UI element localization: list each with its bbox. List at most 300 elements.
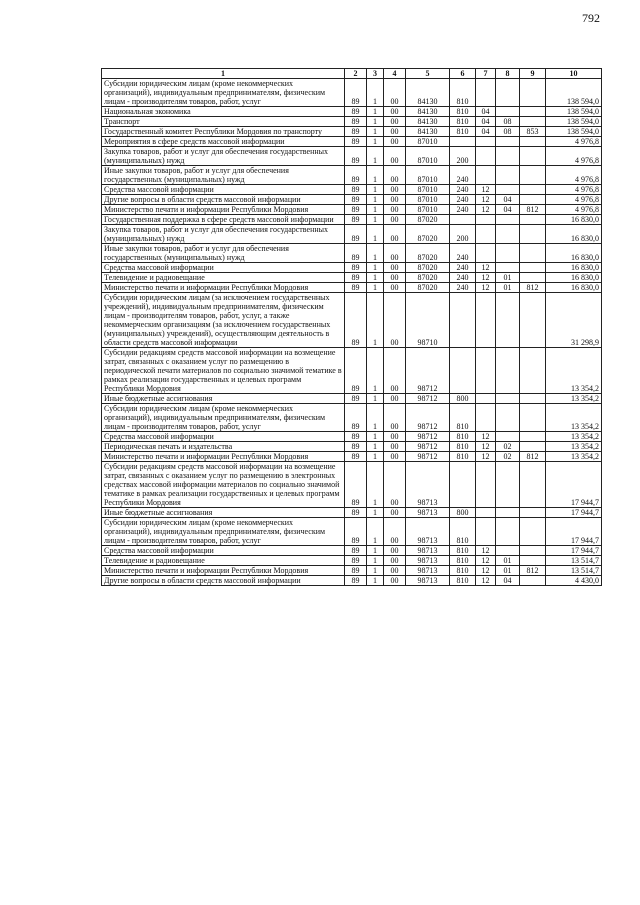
table-row [102, 127, 602, 137]
row-value-cell: 812 [520, 566, 546, 576]
row-value-cell [520, 348, 546, 394]
row-value-cell: 1 [367, 147, 384, 166]
table-row [102, 185, 602, 195]
table-row [102, 166, 602, 185]
row-value-cell: 89 [345, 244, 367, 263]
column-header: 3 [367, 69, 384, 79]
row-value-cell: 98712 [406, 348, 450, 394]
row-name-cell: Субсидии редакциям средств массовой информации на возмещение затрат, связанных с оказанием услуг по размещению в периодической печати материалов по социально значимой тематике в рамках реализации государственных и целевых программ Республики Мордовия [102, 348, 345, 394]
row-value-cell: 00 [384, 185, 406, 195]
row-value-cell [520, 432, 546, 442]
row-value-cell: 89 [345, 452, 367, 462]
row-value-cell: 89 [345, 273, 367, 283]
row-value-cell: 138 594,0 [546, 79, 602, 107]
table-row [102, 432, 602, 442]
row-value-cell: 89 [345, 283, 367, 293]
row-value-cell [520, 556, 546, 566]
row-value-cell [520, 518, 546, 546]
row-value-cell [476, 147, 496, 166]
row-value-cell: 1 [367, 556, 384, 566]
row-value-cell [496, 546, 520, 556]
row-value-cell: 12 [476, 263, 496, 273]
row-value-cell: 810 [450, 117, 476, 127]
row-value-cell: 31 298,9 [546, 293, 602, 348]
row-value-cell: 87010 [406, 195, 450, 205]
row-value-cell: 87010 [406, 137, 450, 147]
row-value-cell: 00 [384, 127, 406, 137]
row-name-cell: Телевидение и радиовещание [102, 556, 345, 566]
row-value-cell: 800 [450, 394, 476, 404]
column-header: 6 [450, 69, 476, 79]
row-value-cell: 12 [476, 556, 496, 566]
row-value-cell [496, 137, 520, 147]
table-header [102, 69, 602, 79]
row-value-cell [520, 117, 546, 127]
row-value-cell: 87010 [406, 205, 450, 215]
row-value-cell [496, 185, 520, 195]
row-name-cell: Иные бюджетные ассигнования [102, 508, 345, 518]
row-value-cell: 89 [345, 137, 367, 147]
row-value-cell: 04 [496, 195, 520, 205]
row-value-cell: 89 [345, 404, 367, 432]
row-value-cell: 810 [450, 452, 476, 462]
row-value-cell: 01 [496, 566, 520, 576]
row-value-cell: 810 [450, 566, 476, 576]
row-value-cell [520, 166, 546, 185]
row-value-cell: 89 [345, 556, 367, 566]
row-value-cell: 12 [476, 546, 496, 556]
row-value-cell: 1 [367, 546, 384, 556]
row-value-cell: 87020 [406, 215, 450, 225]
row-name-cell: Субсидии юридическим лицам (за исключением государственных учреждений), индивидуальным предпринимателям, физическим лицам - производителям товаров, работ, услуг, а также некоммерческим организациям (за исключением государственных (муниципальных) учреждений), осуществляющим деятельность в области средств массовой информации [102, 293, 345, 348]
row-name-cell: Средства массовой информации [102, 546, 345, 556]
row-value-cell: 98713 [406, 518, 450, 546]
row-value-cell [496, 394, 520, 404]
row-value-cell: 13 354,2 [546, 432, 602, 442]
row-value-cell [476, 348, 496, 394]
row-value-cell: 200 [450, 225, 476, 244]
row-value-cell: 89 [345, 263, 367, 273]
row-value-cell: 1 [367, 166, 384, 185]
row-name-cell: Средства массовой информации [102, 263, 345, 273]
row-value-cell: 1 [367, 452, 384, 462]
row-value-cell: 1 [367, 79, 384, 107]
row-value-cell: 00 [384, 348, 406, 394]
row-value-cell: 810 [450, 107, 476, 117]
row-value-cell: 04 [476, 117, 496, 127]
row-value-cell: 240 [450, 244, 476, 263]
row-name-cell: Мероприятия в сфере средств массовой информации [102, 137, 345, 147]
row-value-cell: 810 [450, 442, 476, 452]
row-value-cell: 12 [476, 442, 496, 452]
row-value-cell: 00 [384, 404, 406, 432]
table-row [102, 508, 602, 518]
row-value-cell: 853 [520, 127, 546, 137]
row-value-cell: 87020 [406, 263, 450, 273]
row-value-cell [450, 348, 476, 394]
row-value-cell: 1 [367, 195, 384, 205]
row-value-cell: 138 594,0 [546, 117, 602, 127]
row-value-cell: 01 [496, 273, 520, 283]
table-row [102, 283, 602, 293]
row-value-cell: 04 [496, 576, 520, 586]
row-value-cell: 00 [384, 166, 406, 185]
row-value-cell: 16 830,0 [546, 244, 602, 263]
row-value-cell: 98713 [406, 508, 450, 518]
row-value-cell: 98712 [406, 452, 450, 462]
row-value-cell: 04 [476, 107, 496, 117]
row-value-cell: 00 [384, 107, 406, 117]
table-row [102, 394, 602, 404]
row-value-cell: 13 354,2 [546, 404, 602, 432]
row-name-cell: Национальная экономика [102, 107, 345, 117]
row-value-cell: 00 [384, 576, 406, 586]
table-row [102, 263, 602, 273]
row-value-cell: 1 [367, 127, 384, 137]
row-value-cell: 00 [384, 79, 406, 107]
row-value-cell [496, 225, 520, 244]
row-value-cell: 84130 [406, 127, 450, 137]
row-value-cell [496, 293, 520, 348]
row-value-cell: 800 [450, 508, 476, 518]
row-value-cell [496, 244, 520, 263]
row-value-cell: 98713 [406, 556, 450, 566]
row-value-cell: 12 [476, 273, 496, 283]
row-value-cell: 12 [476, 185, 496, 195]
row-value-cell: 04 [476, 127, 496, 137]
row-value-cell: 89 [345, 566, 367, 576]
row-name-cell: Закупка товаров, работ и услуг для обеспечения государственных (муниципальных) нужд [102, 147, 345, 166]
table-row [102, 225, 602, 244]
row-value-cell: 1 [367, 283, 384, 293]
row-name-cell: Периодическая печать и издательства [102, 442, 345, 452]
row-value-cell: 98713 [406, 566, 450, 576]
column-header: 2 [345, 69, 367, 79]
row-value-cell: 02 [496, 452, 520, 462]
row-value-cell: 1 [367, 117, 384, 127]
table-row [102, 107, 602, 117]
row-value-cell: 89 [345, 215, 367, 225]
row-value-cell: 1 [367, 442, 384, 452]
row-value-cell [520, 107, 546, 117]
row-value-cell: 00 [384, 225, 406, 244]
row-value-cell: 98713 [406, 546, 450, 556]
row-name-cell: Субсидии редакциям средств массовой информации на возмещение затрат, связанных с оказанием услуг по размещению в электронных средствах массовой информации материалов по социально значимой тематике в рамках реализации государственных и целевых программ Республики Мордовия [102, 462, 345, 508]
row-value-cell: 1 [367, 518, 384, 546]
row-value-cell: 89 [345, 147, 367, 166]
row-value-cell: 13 514,7 [546, 566, 602, 576]
row-value-cell: 98713 [406, 576, 450, 586]
row-value-cell [496, 518, 520, 546]
row-value-cell: 810 [450, 556, 476, 566]
row-value-cell [520, 394, 546, 404]
row-value-cell: 89 [345, 394, 367, 404]
row-value-cell: 1 [367, 348, 384, 394]
row-value-cell [520, 79, 546, 107]
column-header: 9 [520, 69, 546, 79]
row-value-cell: 200 [450, 147, 476, 166]
row-value-cell: 138 594,0 [546, 127, 602, 137]
row-value-cell [476, 404, 496, 432]
row-value-cell: 17 944,7 [546, 518, 602, 546]
row-value-cell: 810 [450, 518, 476, 546]
row-value-cell: 1 [367, 508, 384, 518]
row-value-cell: 89 [345, 225, 367, 244]
table-body [102, 79, 602, 586]
row-name-cell: Закупка товаров, работ и услуг для обеспечения государственных (муниципальных) нужд [102, 225, 345, 244]
row-name-cell: Субсидии юридическим лицам (кроме некоммерческих организаций), индивидуальным предпринимателям, физическим лицам - производителям товаров, работ, услуг [102, 404, 345, 432]
row-value-cell: 13 354,2 [546, 442, 602, 452]
column-header: 1 [102, 69, 345, 79]
row-value-cell: 00 [384, 556, 406, 566]
table-row [102, 79, 602, 107]
row-value-cell: 16 830,0 [546, 215, 602, 225]
row-value-cell: 4 976,8 [546, 185, 602, 195]
row-value-cell: 13 354,2 [546, 452, 602, 462]
row-value-cell [520, 147, 546, 166]
table-row [102, 147, 602, 166]
row-value-cell: 810 [450, 79, 476, 107]
row-value-cell: 87020 [406, 273, 450, 283]
row-value-cell: 89 [345, 432, 367, 442]
row-value-cell: 1 [367, 576, 384, 586]
row-value-cell: 89 [345, 546, 367, 556]
row-value-cell: 16 830,0 [546, 273, 602, 283]
row-value-cell: 17 944,7 [546, 508, 602, 518]
row-value-cell [496, 508, 520, 518]
row-value-cell: 138 594,0 [546, 107, 602, 117]
row-value-cell [450, 462, 476, 508]
table-row [102, 137, 602, 147]
table-row [102, 556, 602, 566]
table-row [102, 293, 602, 348]
row-value-cell [520, 508, 546, 518]
column-header: 7 [476, 69, 496, 79]
row-value-cell [450, 215, 476, 225]
row-value-cell: 89 [345, 508, 367, 518]
budget-table [101, 68, 602, 586]
row-value-cell: 240 [450, 283, 476, 293]
row-value-cell: 00 [384, 508, 406, 518]
row-name-cell: Субсидии юридическим лицам (кроме некоммерческих организаций), индивидуальным предпринимателям, физическим лицам - производителям товаров, работ, услуг [102, 518, 345, 546]
row-value-cell: 1 [367, 137, 384, 147]
row-value-cell: 00 [384, 518, 406, 546]
row-value-cell: 89 [345, 518, 367, 546]
row-value-cell: 12 [476, 576, 496, 586]
row-value-cell: 87010 [406, 166, 450, 185]
row-value-cell [476, 137, 496, 147]
row-value-cell: 00 [384, 442, 406, 452]
table-row [102, 452, 602, 462]
row-value-cell [450, 293, 476, 348]
row-value-cell: 84130 [406, 107, 450, 117]
row-value-cell: 16 830,0 [546, 225, 602, 244]
row-value-cell [520, 404, 546, 432]
row-value-cell [496, 215, 520, 225]
row-value-cell: 84130 [406, 79, 450, 107]
row-value-cell: 13 354,2 [546, 394, 602, 404]
row-value-cell: 00 [384, 195, 406, 205]
table-row [102, 244, 602, 263]
row-value-cell: 00 [384, 546, 406, 556]
row-name-cell: Средства массовой информации [102, 432, 345, 442]
row-value-cell: 89 [345, 293, 367, 348]
row-name-cell: Транспорт [102, 117, 345, 127]
row-value-cell: 4 976,8 [546, 166, 602, 185]
row-value-cell: 87020 [406, 244, 450, 263]
row-value-cell [496, 348, 520, 394]
row-value-cell: 87010 [406, 147, 450, 166]
row-value-cell [520, 137, 546, 147]
row-value-cell: 04 [496, 205, 520, 215]
column-header: 10 [546, 69, 602, 79]
row-value-cell: 87010 [406, 185, 450, 195]
table-row [102, 273, 602, 283]
row-name-cell: Министерство печати и информации Республики Мордовия [102, 566, 345, 576]
row-value-cell: 240 [450, 273, 476, 283]
row-value-cell [496, 107, 520, 117]
row-name-cell: Министерство печати и информации Республики Мордовия [102, 205, 345, 215]
row-value-cell [450, 137, 476, 147]
row-value-cell: 4 976,8 [546, 205, 602, 215]
row-name-cell: Субсидии юридическим лицам (кроме некоммерческих организаций), индивидуальным предпринимателям, физическим лицам - производителям товаров, работ, услуг [102, 79, 345, 107]
table-row [102, 546, 602, 556]
row-value-cell: 1 [367, 462, 384, 508]
row-value-cell: 12 [476, 432, 496, 442]
row-name-cell: Телевидение и радиовещание [102, 273, 345, 283]
row-value-cell: 810 [450, 576, 476, 586]
row-name-cell: Министерство печати и информации Республики Мордовия [102, 452, 345, 462]
row-value-cell: 00 [384, 137, 406, 147]
table-row [102, 576, 602, 586]
row-value-cell: 4 430,0 [546, 576, 602, 586]
row-value-cell: 4 976,8 [546, 147, 602, 166]
row-value-cell: 4 976,8 [546, 195, 602, 205]
row-value-cell: 98710 [406, 293, 450, 348]
row-value-cell: 89 [345, 185, 367, 195]
table-row [102, 442, 602, 452]
page-number: 792 [582, 11, 600, 25]
row-value-cell [520, 546, 546, 556]
row-name-cell: Другие вопросы в области средств массовой информации [102, 576, 345, 586]
row-value-cell [520, 442, 546, 452]
row-value-cell: 13 354,2 [546, 348, 602, 394]
table-row [102, 518, 602, 546]
row-value-cell [476, 508, 496, 518]
row-value-cell [476, 462, 496, 508]
row-value-cell: 89 [345, 195, 367, 205]
row-value-cell [476, 293, 496, 348]
row-value-cell: 00 [384, 244, 406, 263]
row-value-cell [520, 293, 546, 348]
row-value-cell: 240 [450, 205, 476, 215]
row-value-cell: 89 [345, 166, 367, 185]
row-value-cell: 17 944,7 [546, 546, 602, 556]
row-value-cell: 240 [450, 263, 476, 273]
row-name-cell: Государственная поддержка в сфере средств массовой информации [102, 215, 345, 225]
row-value-cell: 240 [450, 185, 476, 195]
row-value-cell: 1 [367, 244, 384, 263]
row-value-cell: 89 [345, 107, 367, 117]
row-name-cell: Иные закупки товаров, работ и услуг для обеспечения государственных (муниципальных) нужд [102, 244, 345, 263]
row-value-cell: 4 976,8 [546, 137, 602, 147]
row-name-cell: Министерство печати и информации Республики Мордовия [102, 283, 345, 293]
row-value-cell [476, 79, 496, 107]
row-value-cell [476, 225, 496, 244]
row-value-cell [520, 195, 546, 205]
row-value-cell [520, 576, 546, 586]
row-value-cell: 16 830,0 [546, 283, 602, 293]
row-value-cell [476, 244, 496, 263]
row-name-cell: Другие вопросы в области средств массовой информации [102, 195, 345, 205]
row-value-cell [520, 215, 546, 225]
row-value-cell: 84130 [406, 117, 450, 127]
row-value-cell: 00 [384, 452, 406, 462]
row-value-cell: 98712 [406, 394, 450, 404]
row-value-cell: 00 [384, 205, 406, 215]
row-value-cell [476, 518, 496, 546]
row-value-cell: 240 [450, 166, 476, 185]
table-row [102, 566, 602, 576]
row-value-cell [520, 244, 546, 263]
row-value-cell: 00 [384, 462, 406, 508]
table-row [102, 195, 602, 205]
table-row [102, 205, 602, 215]
row-value-cell [496, 79, 520, 107]
row-value-cell: 1 [367, 215, 384, 225]
row-value-cell: 1 [367, 293, 384, 348]
row-value-cell: 89 [345, 348, 367, 394]
row-value-cell: 12 [476, 566, 496, 576]
row-value-cell: 00 [384, 394, 406, 404]
row-value-cell: 1 [367, 432, 384, 442]
row-value-cell: 00 [384, 566, 406, 576]
row-value-cell: 00 [384, 263, 406, 273]
row-value-cell: 1 [367, 225, 384, 244]
row-value-cell [520, 225, 546, 244]
row-value-cell [520, 185, 546, 195]
row-value-cell: 89 [345, 127, 367, 137]
row-value-cell: 1 [367, 263, 384, 273]
row-value-cell [476, 215, 496, 225]
row-name-cell: Иные бюджетные ассигнования [102, 394, 345, 404]
row-value-cell [520, 462, 546, 508]
row-value-cell: 00 [384, 283, 406, 293]
table-row [102, 404, 602, 432]
row-value-cell: 810 [450, 127, 476, 137]
row-value-cell [476, 394, 496, 404]
column-header: 8 [496, 69, 520, 79]
row-value-cell: 810 [450, 432, 476, 442]
row-value-cell: 810 [450, 404, 476, 432]
row-value-cell: 1 [367, 404, 384, 432]
row-value-cell: 12 [476, 452, 496, 462]
row-value-cell: 00 [384, 117, 406, 127]
row-value-cell: 810 [450, 546, 476, 556]
row-value-cell: 812 [520, 452, 546, 462]
row-value-cell: 812 [520, 283, 546, 293]
row-name-cell: Государственный комитет Республики Мордовия по транспорту [102, 127, 345, 137]
row-value-cell: 16 830,0 [546, 263, 602, 273]
row-value-cell: 89 [345, 79, 367, 107]
row-value-cell: 1 [367, 185, 384, 195]
row-value-cell: 1 [367, 205, 384, 215]
row-value-cell: 87020 [406, 225, 450, 244]
row-value-cell [520, 273, 546, 283]
row-value-cell [496, 147, 520, 166]
row-name-cell: Средства массовой информации [102, 185, 345, 195]
row-value-cell: 89 [345, 576, 367, 586]
